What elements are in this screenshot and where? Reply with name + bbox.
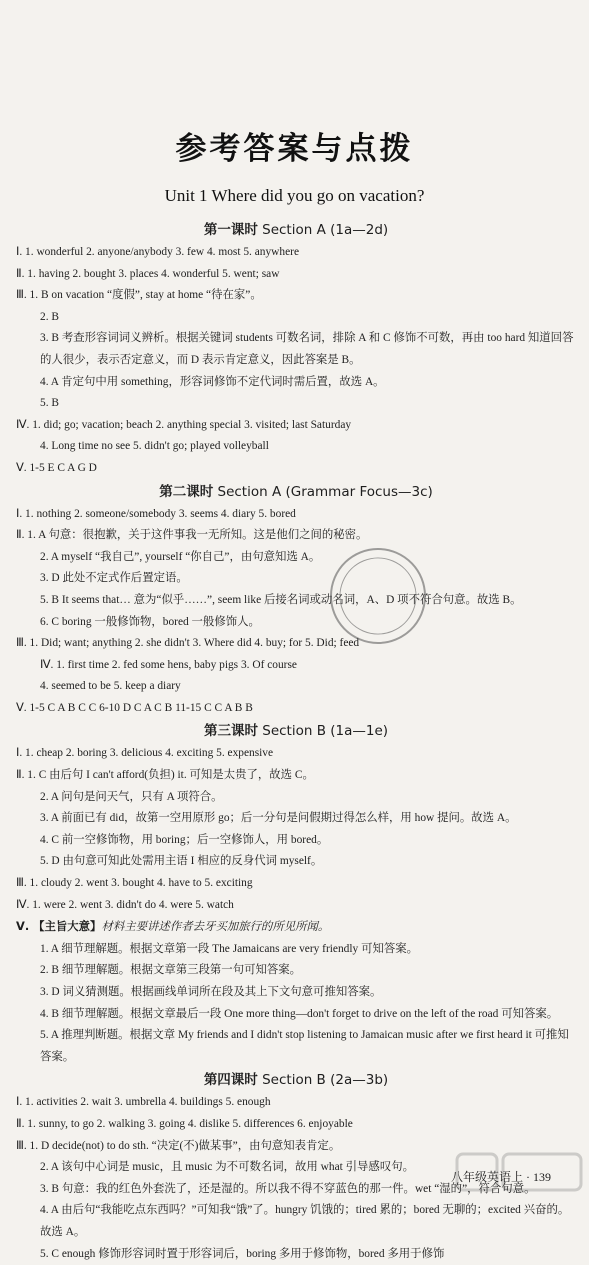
- answer-content: [16, 218, 576, 1265]
- answer-line: Ⅰ. 1. wonderful 2. anyone/anybody 3. few 4. most 5. anywhere: [16, 246, 299, 258]
- answer-line: 3. A 前面已有 did，故第一空用原形 go；后一分句是问假期过得怎么样，用 how 提问。故选 A。: [40, 812, 517, 825]
- answer-line: [16, 916, 576, 939]
- answer-line: 5. B It seems that… 意为“似乎……”, seem like 后接名词或动名词，A、D 项不符合句意。故选 B。: [40, 593, 522, 606]
- answer-line: 5. A 推理判断题。根据文章 My friends and I didn't stop listening to Jamaican music after we first heard it 可推知答案。: [40, 1029, 569, 1063]
- answer-line: 5. D 由句意可知此处需用主语 I 相应的反身代词 myself。: [40, 855, 323, 868]
- answer-line: Ⅱ. 1. A 句意：很抱歉，关于这件事我一无所知。这是他们之间的秘密。: [16, 529, 368, 542]
- answer-line: 2. B: [40, 310, 59, 323]
- page-footer: 八年级英语上 · 139: [451, 1170, 551, 1184]
- answer-line: Ⅲ. 1. D decide(not) to do sth. “决定(不)做某事”，由句意知表肯定。: [16, 1139, 341, 1152]
- lesson-header-en: Section A (Grammar Focus—3c): [217, 483, 433, 500]
- lesson-header-cn: 第二课时: [159, 483, 214, 500]
- lesson-header-cn: 第三课时: [203, 723, 258, 740]
- lesson-header: [16, 1068, 576, 1092]
- answer-line: 4. seemed to be 5. keep a diary: [40, 680, 181, 693]
- answer-line: Ⅰ. 1. nothing 2. someone/somebody 3. seems 4. diary 5. bored: [16, 507, 296, 520]
- answer-line: 3. D 词义猜测题。根据画线单词所在段及其上下文句意可推知答案。: [40, 986, 382, 998]
- answer-line: Ⅳ. 1. first time 2. fed some hens, baby pigs 3. Of course: [40, 658, 297, 671]
- answer-line: 1. A 细节理解题。根据文章第一段 The Jamaicans are very friendly 可知答案。: [40, 942, 419, 955]
- answer-line: 5. C enough 修饰形容词时置于形容词后，boring 多用于修饰物，bored 多用于修饰: [40, 1247, 445, 1260]
- answer-line: Ⅲ. 1. cloudy 2. went 3. bought 4. have to 5. exciting: [16, 877, 253, 890]
- unit-title: Unit 1 Where did you go on vacation?: [164, 186, 425, 205]
- answer-line: 4. Long time no see 5. didn't go; played volleyball: [40, 440, 269, 453]
- lesson-header: [16, 480, 576, 504]
- answer-line: Ⅴ. 1-5 C A B C C 6-10 D C A C B 11-15 C C A B B: [16, 701, 253, 714]
- lesson-header-en: Section B (2a—3b): [262, 1072, 389, 1089]
- answer-line: 6. C boring 一般修饰物，bored 一般修饰人。: [40, 615, 260, 628]
- answer-line: 4. C 前一空修饰物，用 boring；后一空修饰人，用 bored。: [40, 833, 329, 846]
- answer-line: Ⅰ. 1. cheap 2. boring 3. delicious 4. exciting 5. expensive: [16, 747, 274, 760]
- answer-line: 4. A 肯定句中用 something，形容词修饰不定代词时需后置，故选 A。: [40, 375, 385, 388]
- lesson-header-cn: 第四课时: [203, 1072, 258, 1089]
- answer-line: Ⅰ. 1. activities 2. wait 3. umbrella 4. buildings 5. enough: [16, 1096, 271, 1109]
- answer-line: Ⅱ. 1. having 2. bought 3. places 4. wonderful 5. went; saw: [16, 267, 280, 280]
- answer-line: Ⅱ. 1. C 由后句 I can't afford(负担) it. 可知是太贵了，故选 C。: [16, 769, 314, 782]
- answer-line: 2. A myself “我自己”, yourself “你自己”，由句意知选 A。: [40, 550, 321, 563]
- answer-line: 4. B 细节理解题。根据文章最后一段 One more thing—don't forget to drive on the left of the road 可知答案。: [40, 1007, 559, 1020]
- answer-line: Ⅲ. 1. B on vacation “度假”, stay at home “待在家”。: [16, 289, 262, 302]
- lesson-header-en: Section A (1a—2d): [262, 222, 389, 238]
- answer-line: 5. B: [40, 397, 59, 410]
- answer-line: Ⅳ. 1. did; go; vacation; beach 2. anything special 3. visited; last Saturday: [16, 418, 352, 431]
- lesson-header-en: Section B (1a—1e): [262, 723, 389, 740]
- answer-line: 2. B 细节理解题。根据文章第三段第一句可知答案。: [40, 964, 302, 977]
- answer-line: 3. D 此处不定式作后置定语。: [40, 572, 188, 585]
- answer-line: Ⅲ. 1. Did; want; anything 2. she didn't 3. Where did 4. buy; for 5. Did; feed: [16, 637, 360, 650]
- answer-line: 3. B 句意：我的红色外套洗了，还是湿的。所以我不得不穿蓝色的那一件。wet “湿的”，符合句意。: [40, 1182, 536, 1195]
- answer-line: 2. A 该句中心词是 music，且 music 为不可数名词，故用 what 引导感叹句。: [40, 1161, 414, 1174]
- theme-label: Ⅴ. 【主旨大意】: [16, 919, 102, 934]
- answer-line: 3. B 考查形容词词义辨析。根据关键词 students 可数名词，排除 A 和 C 修饰不可数，再由 too hard 知道回答的人很少，表示否定意义，而 D 表示肯定意义，因此答案是 B。: [40, 332, 574, 366]
- theme-text: 材料主要讲述作者去牙买加旅行的所见所闻。: [101, 921, 330, 934]
- lesson-header: [16, 218, 576, 242]
- lesson-header-cn: 第一课时: [203, 222, 258, 238]
- answer-line: Ⅳ. 1. were 2. went 3. didn't do 4. were 5. watch: [16, 898, 234, 911]
- lesson-header: [16, 719, 576, 743]
- answer-line: Ⅴ. 1-5 E C A G D: [16, 461, 97, 474]
- page-title: 参考答案与点拨: [175, 131, 414, 167]
- answer-line: 4. A 由后句“我能吃点东西吗？”可知我“饿”了。hungry 饥饿的；tired 累的；bored 无聊的；excited 兴奋的。故选 A。: [40, 1204, 570, 1238]
- answer-line: 2. A 问句是问天气，只有 A 项符合。: [40, 790, 223, 803]
- answer-line: Ⅱ. 1. sunny, to go 2. walking 3. going 4. dislike 5. differences 6. enjoyable: [16, 1117, 353, 1130]
